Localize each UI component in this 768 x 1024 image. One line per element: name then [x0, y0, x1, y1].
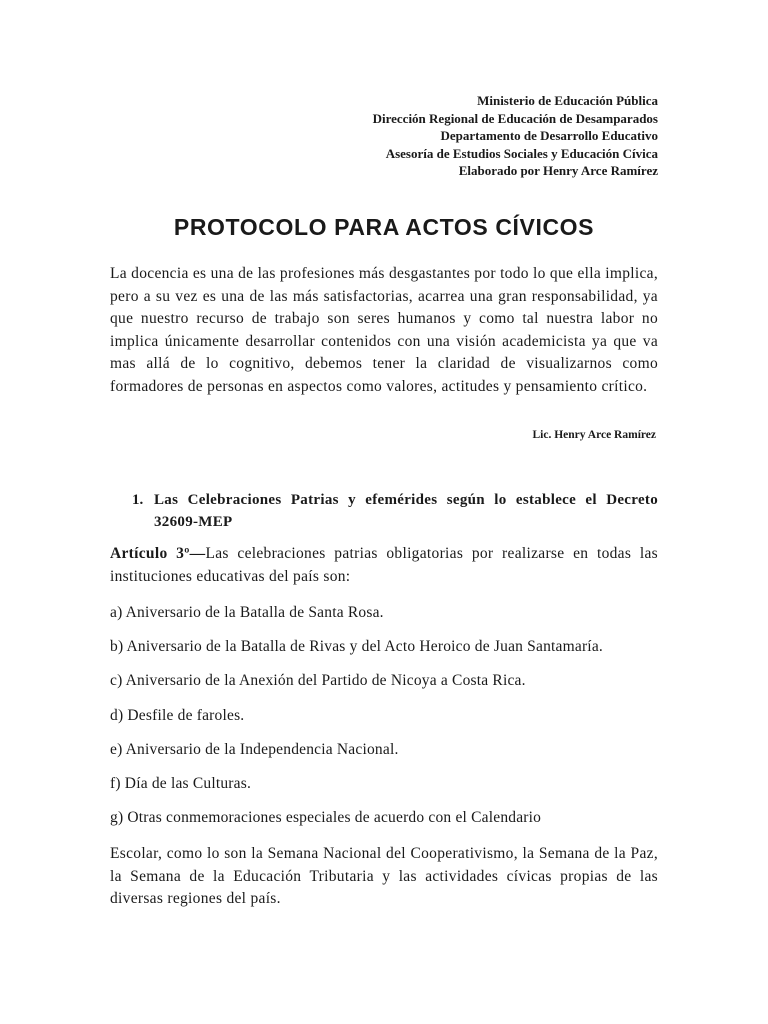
list-item: e) Aniversario de la Independencia Nacional.	[110, 741, 399, 758]
intro-paragraph: La docencia es una de las profesiones más desgastantes por todo lo que ella implica, pero a su vez es una de las más satisfactorias, acarrea una gran responsabilidad, ya que nuestro recurso de trabajo son seres humanos y como tal nuestra labor no implica únicamente desarrollar contenidos con una visión academicista ya que va mas allá de lo cognitivo, debemos tener la claridad de visualizarnos como formadores de personas en aspectos como valores, actitudes y pensamiento crítico.	[110, 265, 658, 395]
article-paragraph	[110, 543, 658, 588]
header-regional-direction: Dirección Regional de Educación de Desamparados	[372, 110, 658, 126]
document-title: PROTOCOLO PARA ACTOS CÍVICOS	[173, 214, 595, 240]
header-advisory: Asesoría de Estudios Sociales y Educación Cívica	[385, 145, 658, 161]
list-item: a) Aniversario de la Batalla de Santa Rosa.	[110, 604, 384, 621]
institution-header	[373, 92, 658, 180]
list-item: b) Aniversario de la Batalla de Rivas y del Acto Heroico de Juan Santamaría.	[110, 638, 603, 655]
article-lead: Artículo 3º—	[110, 545, 206, 562]
list-item: f) Día de las Culturas.	[110, 775, 252, 792]
section-heading-text: Las Celebraciones Patrias y efemérides según lo establece el Decreto 32609-MEP	[154, 492, 658, 530]
article-text: Las celebraciones patrias obligatorias por realizarse en todas las instituciones educativas del país son:	[110, 545, 658, 585]
section-heading	[110, 489, 658, 533]
section-number: 1.	[132, 492, 144, 508]
list-item: d) Desfile de faroles.	[110, 707, 245, 724]
author-signature: Lic. Henry Arce Ramírez	[532, 429, 656, 441]
list-item: c) Aniversario de la Anexión del Partido de Nicoya a Costa Rica.	[110, 672, 526, 689]
closing-paragraph: Escolar, como lo son la Semana Nacional del Cooperativismo, la Semana de la Paz, la Semana de la Educación Tributaria y las actividades cívicas propias de las diversas regiones del país.	[110, 845, 658, 907]
list-item: g) Otras conmemoraciones especiales de acuerdo con el Calendario	[110, 809, 542, 826]
header-department: Departamento de Desarrollo Educativo	[440, 128, 658, 143]
header-ministry: Ministerio de Educación Pública	[477, 93, 658, 108]
header-author: Elaborado por Henry Arce Ramírez	[458, 163, 658, 178]
